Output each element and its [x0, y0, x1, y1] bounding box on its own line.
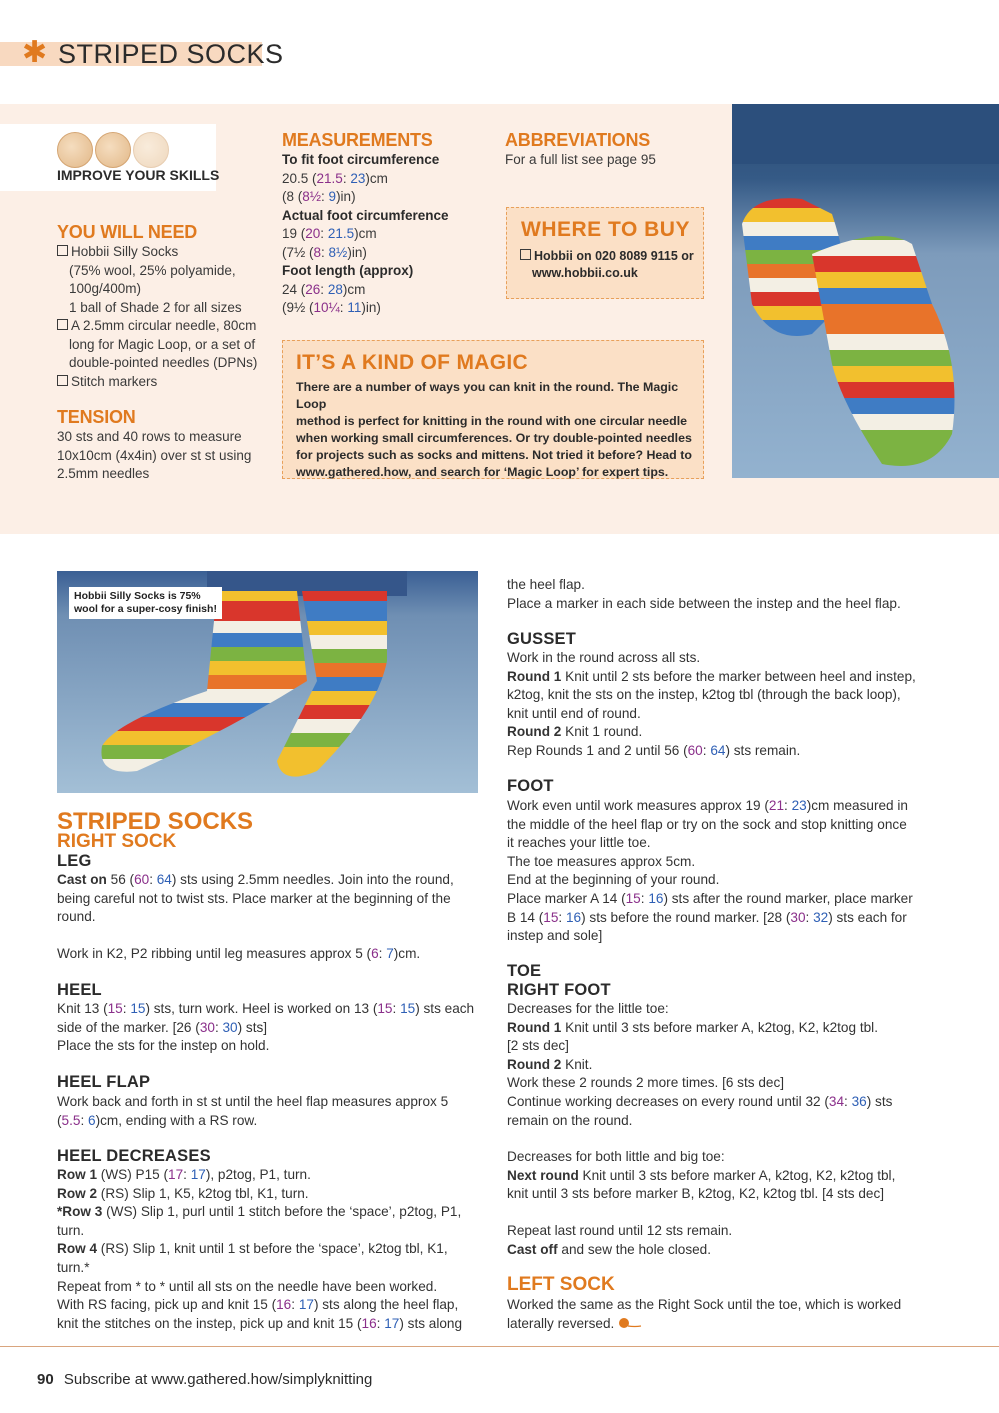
- page-title: STRIPED SOCKS: [58, 39, 284, 69]
- yarn-ball-icon: [95, 132, 131, 168]
- skill-level-label: IMPROVE YOUR SKILLS: [57, 167, 220, 183]
- list-item-line: (75% wool, 25% polyamide,: [69, 262, 236, 278]
- checkbox-icon: [57, 375, 68, 386]
- list-item-line: long for Magic Loop, or a set of: [69, 336, 256, 352]
- foot-text: Work even until work measures approx 19 (21: 23)cm measured in the middle of the heel flap or try on the sock and stop knitting once it reaches your little toe. The toe measures approx 5cm. End at the beginning of your round. Place marker A 14 (15: 16) sts after the round marker, place marker B 14 (15: 16) sts before the round marker. [28 (30: 32) sts each for instep and sole]: [507, 798, 913, 944]
- heel-decreases-text: Row 1 (WS) P15 (17: 17), p2tog, P1, turn. Row 2 (RS) Slip 1, K5, k2tog tbl, K1, turn. *Row 3 (WS) Slip 1, purl until 1 stitch before the ‘space’, p2tog, P1, turn. Row 4 (RS) Slip 1, knit until 1 st before the ‘space’, k2tog tbl, K1, turn.* Repeat from * to * until all sts on the needle have been worked. With RS facing, pick up and knit 15 (16: 17) sts along the heel flap, knit the stitches on the instep, pick up and knit 15 (16: 17) sts along: [57, 1167, 463, 1331]
- you-will-need-heading: YOU WILL NEED: [57, 222, 198, 242]
- measurements-heading: MEASUREMENTS: [282, 130, 433, 150]
- yarn-ball-icon: [133, 132, 169, 168]
- toe-text: Decreases for the little toe: Round 1 Knit until 3 sts before marker A, k2tog, K2, k2tog tbl. [2 sts dec] Round 2 Knit. Work these 2 rounds 2 more times. [6 sts dec] Continue working decreases on every round until 32 (34: 36) sts remain on the round. Decreases for both little and big toe: Next round Knit until 3 sts before marker A, k2tog, K2, k2tog tbl, knit until 3 sts before marker B, k2tog, K2, k2tog tbl. [4 sts dec] Repeat last round until 12 sts remain. Cast off and sew the hole closed.: [507, 1001, 896, 1257]
- page-number: 90: [37, 1371, 54, 1388]
- abbreviations-text: For a full list see page 95: [505, 152, 656, 167]
- magic-tip-heading: IT’S A KIND OF MAGIC: [296, 351, 528, 374]
- end-yarn-icon: [618, 1317, 642, 1329]
- subscribe-link[interactable]: Subscribe at www.gathered.how/simplyknitting: [63, 1371, 373, 1388]
- list-item: Stitch markers: [57, 373, 272, 392]
- asterisk-icon: ✱: [22, 36, 48, 69]
- magic-loop-tip-box: [282, 340, 704, 479]
- pattern-title: STRIPED SOCKS: [57, 808, 254, 835]
- heel-heading: HEEL: [57, 981, 102, 999]
- checkbox-icon: [57, 319, 68, 330]
- list-item-line: 1 ball of Shade 2 for all sizes: [69, 299, 242, 315]
- leg-heading: LEG: [57, 852, 92, 870]
- list-item-line: 100g/400m): [69, 281, 142, 296]
- measurements-text: To fit foot circumference 20.5 (21.5: 23)cm (8 (8½: 9)in) Actual foot circumference 19 (20: 21.5)cm (7½ (8: 8½)in) Foot length (approx) 24 (26: 28)cm (9½ (10¼: 11)in): [282, 152, 449, 315]
- where-to-buy-heading: WHERE TO BUY: [521, 218, 690, 241]
- materials-list: [57, 243, 272, 391]
- checkbox-icon: [57, 245, 68, 256]
- leg-text: Cast on 56 (60: 64) sts using 2.5mm needles. Join into the round, being careful not to twist sts. Place marker at the beginning of the round. Work in K2, P2 ribbing until leg measures approx 5 (6: 7)cm.: [57, 872, 454, 961]
- magic-tip-text: There are a number of ways you can knit in the round. The Magic Loop method is perfect for knitting in the round with one circular needle when working small circumferences. Or try double-pointed needles for projects such as socks and mittens. Not tried it before? Head to www.gathered.how, and search for ‘Magic Loop’ for expert tips.: [296, 380, 692, 479]
- sock-photo-main: [57, 571, 478, 793]
- toe-heading: TOE: [507, 962, 542, 980]
- right-foot-heading: RIGHT FOOT: [507, 981, 611, 999]
- list-item: Hobbii Silly Socks: [57, 243, 272, 262]
- sock-photo-top: [732, 104, 999, 478]
- heel-flap-text: Work back and forth in st st until the heel flap measures approx 5 (5.5: 6)cm, ending with a RS row.: [57, 1094, 449, 1128]
- heel-decreases-heading: HEEL DECREASES: [57, 1147, 211, 1165]
- list-item-line: double-pointed needles (DPNs): [69, 355, 258, 370]
- footer: [37, 1371, 372, 1388]
- photo-caption: Hobbii Silly Socks is 75% wool for a super-cosy finish!: [69, 587, 222, 619]
- checkbox-icon: [520, 249, 531, 260]
- tension-text: 30 sts and 40 rows to measure 10x10cm (4x4in) over st st using 2.5mm needles: [57, 429, 252, 481]
- heel-flap-heading: HEEL FLAP: [57, 1073, 151, 1091]
- gusset-heading: GUSSET: [507, 630, 577, 648]
- abbreviations-heading: ABBREVIATIONS: [505, 130, 651, 150]
- gusset-text: Work in the round across all sts. Round 1 Knit until 2 sts before the marker between heel and instep, k2tog, knit the sts on the instep, k2tog tbl (through the back loop), knit until end of round. Round 2 Knit 1 round. Rep Rounds 1 and 2 until 56 (60: 64) sts remain.: [507, 650, 916, 758]
- tension-heading: TENSION: [57, 407, 136, 427]
- yarn-ball-icon: [57, 132, 93, 168]
- heel-flap-continuation: the heel flap. Place a marker in each side between the instep and the heel flap.: [507, 577, 901, 611]
- where-to-buy-text: Hobbii on 020 8089 9115 or www.hobbii.co.uk: [520, 248, 694, 282]
- where-to-buy-box: [506, 207, 704, 299]
- list-item: A 2.5mm circular needle, 80cm: [57, 317, 272, 336]
- heel-text: Knit 13 (15: 15) sts, turn work. Heel is worked on 13 (15: 15) sts each side of the marker. [26 (30: 30) sts] Place the sts for the instep on hold.: [57, 1001, 475, 1054]
- footer-rule: [0, 1346, 999, 1347]
- left-sock-text: Worked the same as the Right Sock until the toe, which is worked laterally reversed.: [507, 1297, 902, 1331]
- left-sock-heading: LEFT SOCK: [507, 1274, 615, 1295]
- right-sock-heading: RIGHT SOCK: [57, 831, 177, 852]
- striped-sock-illustration: [732, 104, 999, 478]
- foot-heading: FOOT: [507, 777, 554, 795]
